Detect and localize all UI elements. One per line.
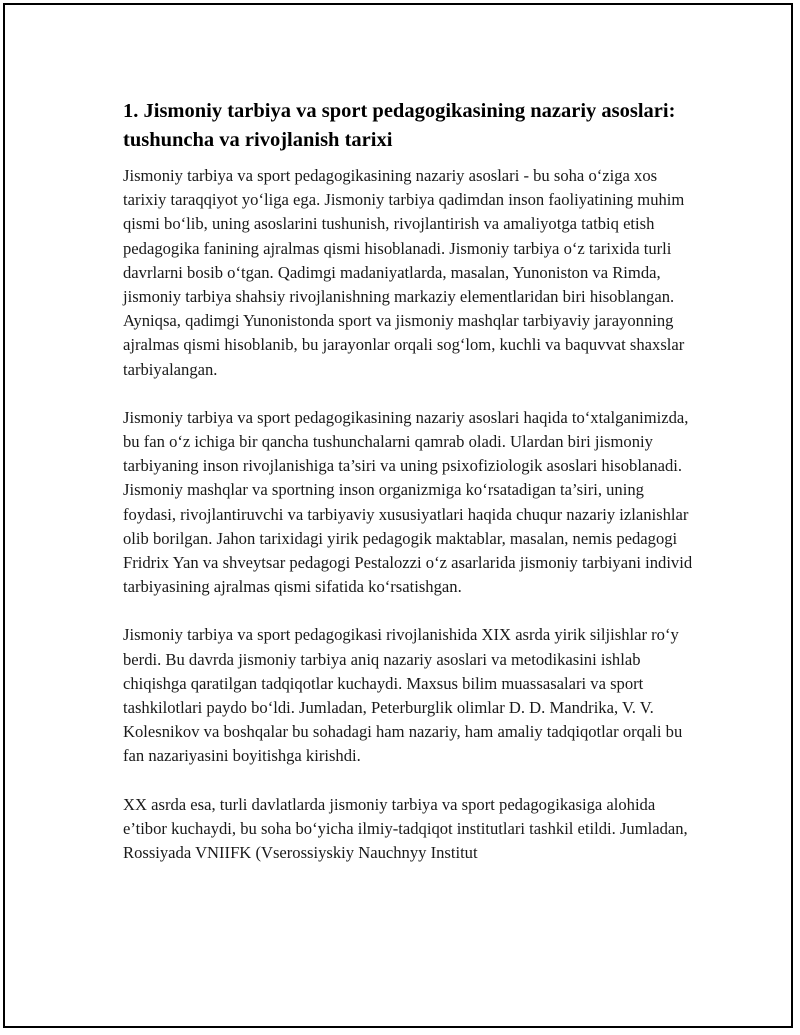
page-frame [3, 3, 793, 1028]
paragraph-1: Jismoniy tarbiya va sport pedagogikasining nazariy asoslari - bu soha o‘ziga xos tarixiy taraqqiyot yo‘liga ega. Jismoniy tarbiya qadimdan inson faoliyatining muhim qismi bo‘lib, uning asoslarini tushunish, rivojlantirish va amaliyotga tatbiq etish pedagogika fanining ajralmas qismi hisoblanadi. Jismoniy tarbiya o‘z tarixida turli davrlarni bosib o‘tgan. Qadimgi madaniyatlarda, masalan, Yunoniston va Rimda, jismoniy tarbiya shahsiy rivojlanishning markaziy elementlaridan biri hisoblangan. Ayniqsa, qadimgi Yunonistonda sport va jismoniy mashqlar tarbiyaviy jarayonning ajralmas qismi hisoblanib, bu jarayonlar orqali sog‘lom, kuchli va baquvvat shaxslar tarbiyalangan. [123, 166, 685, 379]
paragraph-4: XX asrda esa, turli davlatlarda jismoniy tarbiya va sport pedagogikasiga alohida e’tibor kuchaydi, bu soha bo‘yicha ilmiy-tadqiqot institutlari tashkil etildi. Jumladan, Rossiyada VNIIFK (Vserossiyskiy Nauchnyy Institut [123, 794, 688, 863]
paragraph-2: Jismoniy tarbiya va sport pedagogikasining nazariy asoslari haqida to‘xtalganimizda, bu fan o‘z ichiga bir qancha tushunchalarni qamrab oladi. Ulardan biri jismoniy tarbiyaning inson rivojlanishiga ta’siri va uning psixofiziologik asoslari hisoblanadi. Jismoniy mashqlar va sportning inson organizmiga ko‘rsatadigan ta’siri, uning foydasi, rivojlantiruvchi va tarbiyaviy xususiyatlari haqida chuqur nazariy izlanishlar olib borilgan. Jahon tarixidagi yirik pedagogik maktablar, masalan, nemis pedagogi Fridrix Yan va shveytsar pedagogi Pestalozzi o‘z asarlarida jismoniy tarbiyani individ tarbiyasining ajralmas qismi sifatida ko‘rsatishgan. [123, 407, 693, 597]
document-body [123, 97, 698, 889]
section-heading: 1. Jismoniy tarbiya va sport pedagogikasining nazariy asoslari: tushuncha va rivojlanish tarixi [123, 100, 676, 151]
paragraph-3: Jismoniy tarbiya va sport pedagogikasi rivojlanishida XIX asrda yirik siljishlar ro‘y berdi. Bu davrda jismoniy tarbiya aniq nazariy asoslari va metodikasini ishlab chiqishga qaratilgan tadqiqotlar kuchaydi. Maxsus bilim muassasalari va sport tashkilotlari paydo bo‘ldi. Jumladan, Peterburglik olimlar D. D. Mandrika, V. V. Kolesnikov va boshqalar bu sohadagi ham nazariy, ham amaliy tadqiqotlar orqali bu fan nazariyasini boyitishga kirishdi. [123, 625, 683, 766]
